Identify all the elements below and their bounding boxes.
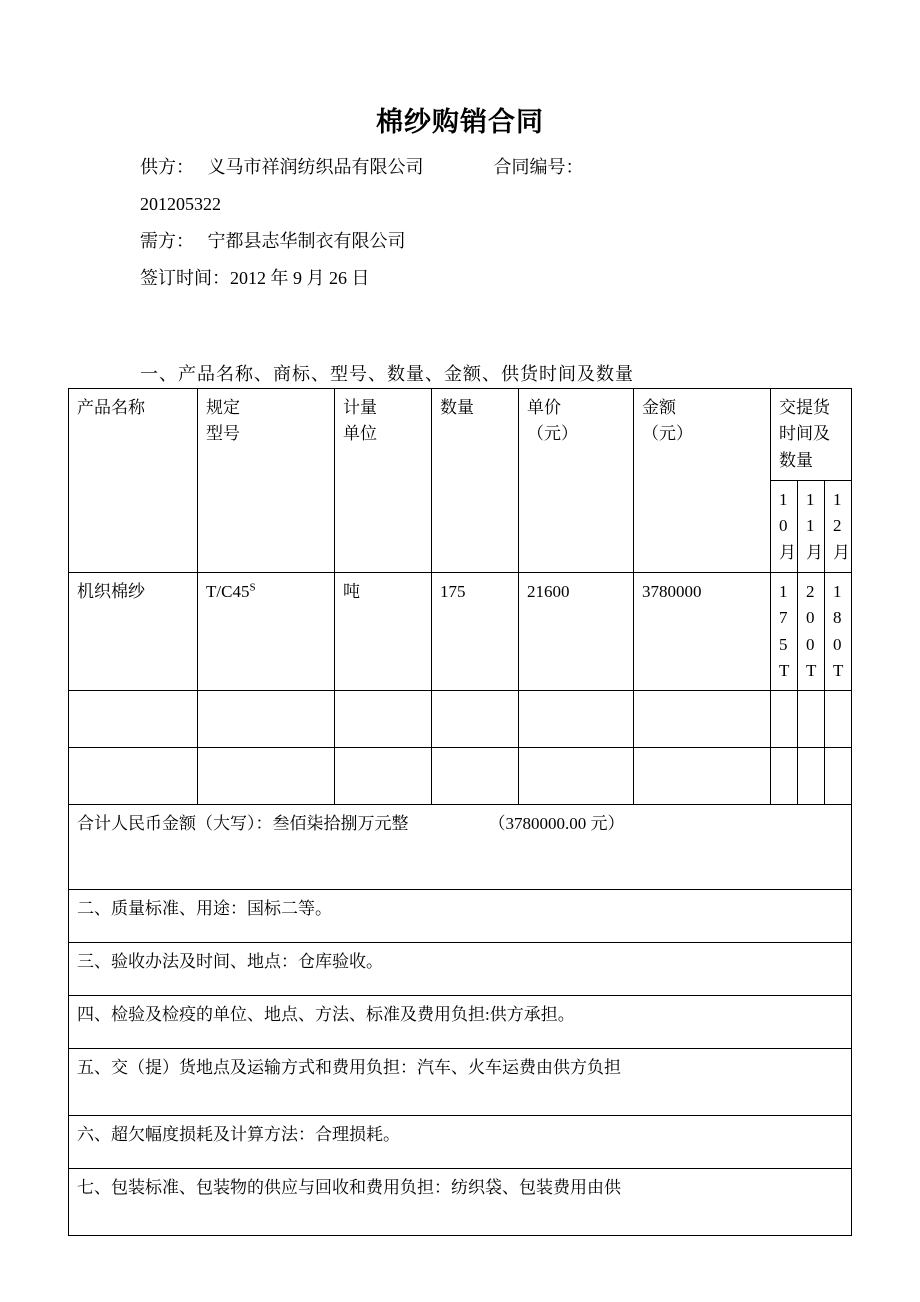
cell-quantity <box>432 691 519 748</box>
th-month-11-unit: 月 <box>806 542 823 562</box>
cell-month-11 <box>798 691 825 748</box>
cell-month-11: 200T <box>798 573 825 691</box>
term-quality-standard: 二、质量标准、用途：国标二等。 <box>69 890 852 943</box>
th-month-10-unit: 月 <box>779 542 796 562</box>
product-table <box>68 388 852 1236</box>
th-model-line2: 型号 <box>206 424 240 444</box>
th-delivery: 交提货时间及数量 <box>771 389 852 481</box>
contract-no-value: 201205322 <box>140 194 221 214</box>
cell-unit <box>335 748 432 805</box>
total-amount-cell <box>69 805 852 890</box>
term-row <box>69 890 852 943</box>
buyer-label: 需方： <box>140 231 194 251</box>
term-delivery-transport: 五、交（提）货地点及运输方式和费用负担：汽车、火车运费由供方负担 <box>69 1049 852 1116</box>
cell-unit: 吨 <box>335 573 432 691</box>
th-month-10-number: 10 <box>779 490 788 536</box>
th-unit-line1: 计量 <box>343 398 377 417</box>
th-unit-line2: 单位 <box>343 424 377 444</box>
table-header-row-1 <box>69 389 852 481</box>
supplier-line <box>140 158 840 176</box>
term-row <box>69 1116 852 1169</box>
cell-month-11 <box>798 748 825 805</box>
term-row <box>69 943 852 996</box>
th-price-line2: （元） <box>527 424 578 444</box>
cell-product-name: 机织棉纱 <box>69 573 198 691</box>
term-acceptance: 三、验收办法及时间、地点：仓库验收。 <box>69 943 852 996</box>
cell-price <box>519 691 634 748</box>
section-one-title: 一、产品名称、商标、型号、数量、金额、供货时间及数量 <box>140 364 634 384</box>
th-amount-line1: 金额 <box>642 398 676 417</box>
table-row <box>69 748 852 805</box>
th-month-12-number: 12 <box>833 490 842 536</box>
cell-product-name <box>69 691 198 748</box>
cell-quantity: 175 <box>432 573 519 691</box>
cell-month-12 <box>825 748 852 805</box>
cell-model <box>198 573 335 691</box>
cell-amount: 3780000 <box>634 573 771 691</box>
cell-month-10: 175T <box>771 573 798 691</box>
th-month-11-number: 11 <box>806 490 815 536</box>
total-amount-label: 合计人民币金额（大写）：叁佰柒拾捌万元整 <box>77 814 409 834</box>
cell-amount <box>634 691 771 748</box>
term-packaging: 七、包装标准、包装物的供应与回收和费用负担：纺织袋、包装费用由供 <box>69 1169 852 1236</box>
th-month-12-unit: 月 <box>833 542 850 562</box>
th-model <box>198 389 335 573</box>
cell-month-10 <box>771 748 798 805</box>
cell-price: 21600 <box>519 573 634 691</box>
total-amount-number: （3780000.00 元） <box>488 814 625 834</box>
cell-product-name <box>69 748 198 805</box>
th-unit <box>335 389 432 573</box>
supplier-value: 义马市祥润纺织品有限公司 <box>207 157 424 177</box>
th-month-11 <box>798 481 825 573</box>
th-product-name: 产品名称 <box>69 389 198 573</box>
term-row <box>69 1049 852 1116</box>
cell-month-12 <box>825 691 852 748</box>
th-quantity: 数量 <box>432 389 519 573</box>
table-row <box>69 573 852 691</box>
buyer-line <box>140 232 840 250</box>
cell-amount <box>634 748 771 805</box>
th-amount <box>634 389 771 573</box>
table-row <box>69 691 852 748</box>
cell-unit <box>335 691 432 748</box>
th-month-10 <box>771 481 798 573</box>
contract-header <box>140 158 840 306</box>
term-row <box>69 1169 852 1236</box>
cell-model-superscript: S <box>249 581 256 594</box>
term-row <box>69 996 852 1049</box>
sign-date-line: 签订时间：2012 年 9 月 26 日 <box>140 268 370 288</box>
cell-model-text: T/C45 <box>206 582 250 602</box>
contract-no-label: 合同编号： <box>493 157 584 177</box>
cell-model <box>198 691 335 748</box>
term-inspection: 四、检验及检疫的单位、地点、方法、标准及费用负担:供方承担。 <box>69 996 852 1049</box>
th-amount-line2: （元） <box>642 424 693 444</box>
th-price <box>519 389 634 573</box>
th-price-line1: 单价 <box>527 398 561 417</box>
page-title: 棉纱购销合同 <box>376 107 544 137</box>
term-loss-calculation: 六、超欠幅度损耗及计算方法：合理损耗。 <box>69 1116 852 1169</box>
th-model-line1: 规定 <box>206 398 240 417</box>
total-row <box>69 805 852 890</box>
cell-month-10 <box>771 691 798 748</box>
th-month-12 <box>825 481 852 573</box>
cell-month-12: 180T <box>825 573 852 691</box>
buyer-value: 宁都县志华制衣有限公司 <box>207 231 406 251</box>
cell-price <box>519 748 634 805</box>
cell-quantity <box>432 748 519 805</box>
cell-model <box>198 748 335 805</box>
supplier-label: 供方： <box>140 157 194 177</box>
